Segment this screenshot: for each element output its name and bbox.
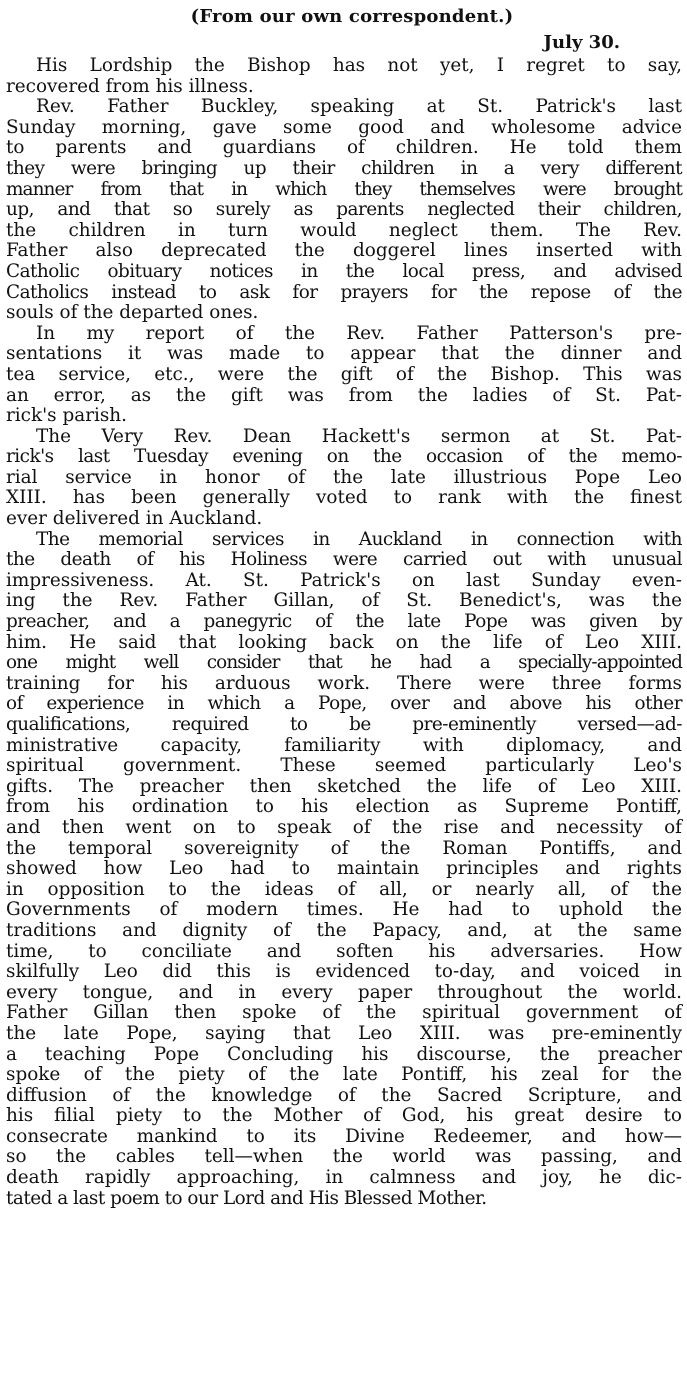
text-line: The memorial services in Auckland in connection with xyxy=(36,528,682,550)
text-line: time, to conciliate and soften his adversaries. How xyxy=(6,940,682,962)
text-line: the temporal sovereignity of the Roman Pontiffs, and xyxy=(6,837,682,859)
article-column xyxy=(6,4,682,1209)
text-line: gifts. The preacher then sketched the life of Leo XIII. xyxy=(6,775,682,797)
text-line: spoke of the piety of the late Pontiff, his zeal for the xyxy=(6,1064,682,1086)
text-line: rick's parish. xyxy=(6,405,127,427)
text-line: Rev. Father Buckley, speaking at St. Patrick's last xyxy=(36,96,682,118)
text-line: the death of his Holiness were carried out with unusual xyxy=(6,549,682,571)
text-line: XIII. has been generally voted to rank with the finest xyxy=(6,487,682,509)
text-line: qualifications, required to be pre-eminently versed—ad- xyxy=(6,714,682,735)
text-line: tated a last poem to our Lord and His Blessed Mother. xyxy=(6,1187,487,1209)
text-line: spiritual government. These seemed particularly Leo's xyxy=(6,755,682,777)
dateline: July 30. xyxy=(543,32,620,53)
text-line: Father also deprecated the doggerel lines inserted with xyxy=(6,240,682,262)
text-line: training for his arduous work. There were three forms xyxy=(6,672,682,694)
text-line: manner from that in which they themselves were brought xyxy=(6,178,682,200)
text-line: recovered from his illness. xyxy=(6,75,254,97)
text-line: every tongue, and in every paper throughout the world. xyxy=(6,981,682,1003)
text-line: His Lordship the Bishop has not yet, I regret to say, xyxy=(36,55,682,76)
text-line: ministrative capacity, familiarity with diplomacy, and xyxy=(6,734,682,756)
text-line: showed how Leo had to maintain principles and rights xyxy=(6,858,682,880)
text-line: ing the Rev. Father Gillan, of St. Benedict's, was the xyxy=(6,590,682,612)
text-line: Father Gillan then spoke of the spiritual government of xyxy=(6,1002,682,1024)
text-line: one might well consider that he had a specially-appointed xyxy=(6,652,682,674)
paragraph-memorial-services xyxy=(6,530,682,1210)
correspondent-heading: (From our own correspondent.) xyxy=(190,6,514,27)
text-line: Sunday morning, gave some good and wholesome advice xyxy=(6,116,682,138)
text-line: skilfully Leo did this is evidenced to-day, and voiced in xyxy=(6,961,682,983)
text-line: rick's last Tuesday evening on the occasion of the memo- xyxy=(6,446,682,468)
text-line: of experience in which a Pope, over and above his other xyxy=(6,693,682,715)
text-line: an error, as the gift was from the ladies of St. Pat- xyxy=(6,384,682,406)
text-line: The Very Rev. Dean Hackett's sermon at St. Pat- xyxy=(36,425,682,447)
text-line: Catholics instead to ask for prayers for the repose of the xyxy=(6,281,682,303)
text-line: the late Pope, saying that Leo XIII. was pre-eminently xyxy=(6,1022,682,1044)
paragraph-bishop-illness xyxy=(6,56,682,97)
paragraph-father-buckley xyxy=(6,97,682,324)
text-line: his filial piety to the Mother of God, his great desire to xyxy=(6,1105,682,1127)
text-line: Governments of modern times. He had to uphold the xyxy=(6,899,682,921)
paragraph-father-patterson xyxy=(6,324,682,427)
text-line: and then went on to speak of the rise and necessity of xyxy=(6,816,682,838)
text-line: souls of the departed ones. xyxy=(6,302,259,324)
text-line: sentations it was made to appear that the dinner and xyxy=(6,343,682,365)
text-line: ever delivered in Auckland. xyxy=(6,508,263,530)
text-line: traditions and dignity of the Papacy, and, at the same xyxy=(6,919,682,941)
text-line: they were bringing up their children in a very different xyxy=(6,157,682,179)
text-line: tea service, etc., were the gift of the Bishop. This was xyxy=(6,363,682,385)
text-line: him. He said that looking back on the life of Leo XIII. xyxy=(6,631,682,653)
paragraph-dean-hackett xyxy=(6,427,682,530)
text-line: preacher, and a panegyric of the late Pope was given by xyxy=(6,611,682,633)
text-line: rial service in honor of the late illustrious Pope Leo xyxy=(6,466,682,488)
text-line: consecrate mankind to its Divine Redeemer, and how— xyxy=(6,1125,682,1147)
text-line: to parents and guardians of children. He told them xyxy=(6,137,682,159)
text-line: death rapidly approaching, in calmness and joy, he dic- xyxy=(6,1167,682,1189)
text-line: the children in turn would neglect them. The Rev. xyxy=(6,219,682,241)
text-line: Catholic obituary notices in the local press, and advised xyxy=(6,260,682,282)
text-line: so the cables tell—when the world was passing, and xyxy=(6,1146,682,1168)
text-line: impressiveness. At. St. Patrick's on last Sunday even- xyxy=(6,569,682,591)
text-line: a teaching Pope Concluding his discourse, the preacher xyxy=(6,1043,682,1065)
text-line: diffusion of the knowledge of the Sacred Scripture, and xyxy=(6,1084,682,1106)
text-line: In my report of the Rev. Father Patterson's pre- xyxy=(36,322,682,344)
text-line: from his ordination to his election as Supreme Pontiff, xyxy=(6,796,682,818)
text-line: in opposition to the ideas of all, or nearly all, of the xyxy=(6,878,682,900)
text-line: up, and that so surely as parents neglected their children, xyxy=(6,199,682,221)
